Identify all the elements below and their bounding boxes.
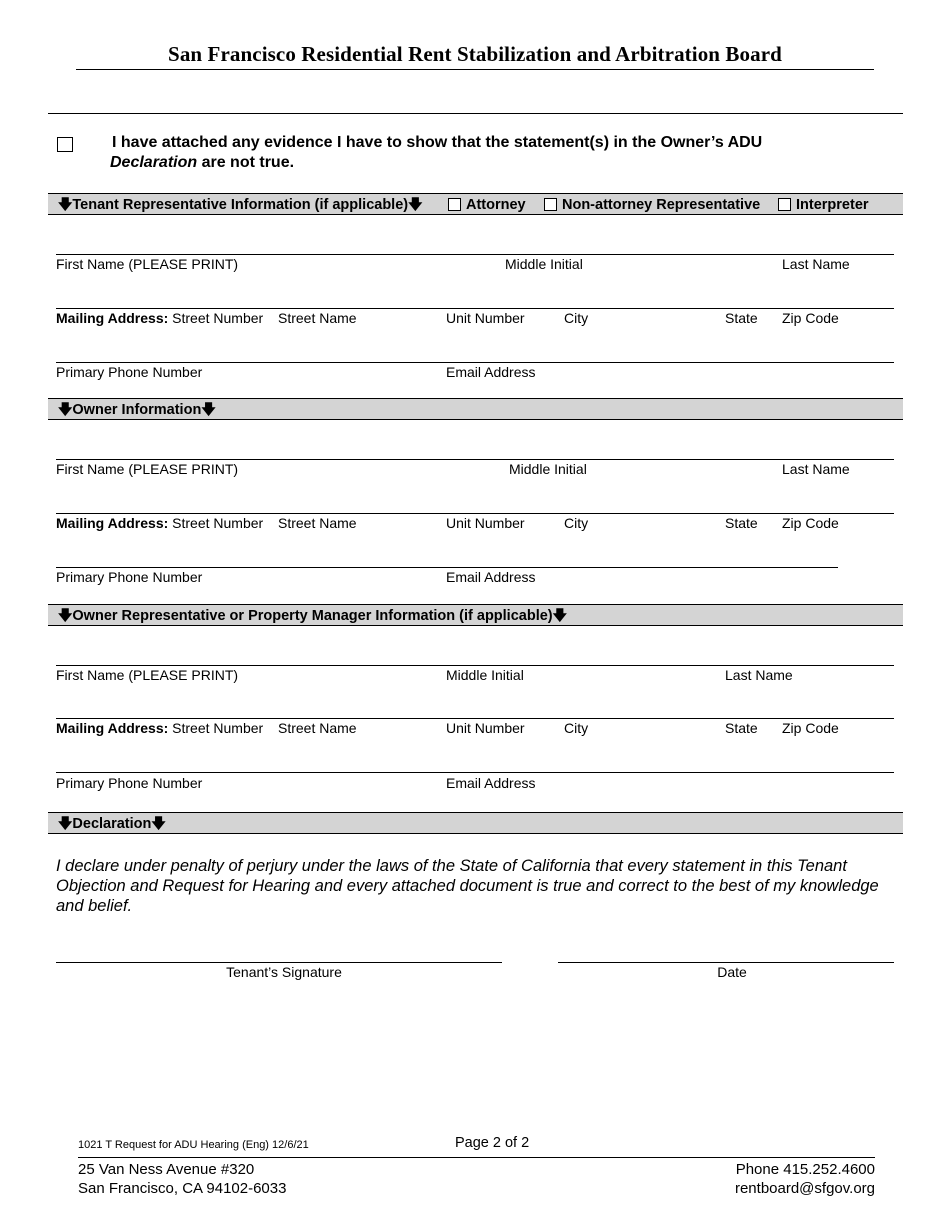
email-label: Email Address	[446, 364, 536, 380]
street-name-label: Street Name	[278, 515, 357, 531]
down-arrow-icon: 🡇	[151, 815, 166, 831]
address-line-2: San Francisco, CA 94102-6033	[78, 1180, 287, 1197]
declaration-emphasis: Declaration	[110, 154, 198, 171]
street-number-text: Street Number	[172, 310, 264, 326]
email-label: Email Address	[446, 775, 536, 791]
signature-label: Tenant’s Signature	[226, 964, 342, 980]
owner-rep-address-line[interactable]	[56, 718, 894, 719]
middle-initial-label: Middle Initial	[505, 256, 583, 272]
unit-number-label: Unit Number	[446, 310, 525, 326]
owner-rep-section-title	[58, 607, 567, 624]
interpreter-label: Interpreter	[796, 197, 869, 213]
non-attorney-checkbox[interactable]	[544, 198, 557, 211]
down-arrow-icon: 🡇	[552, 607, 568, 623]
down-arrow-icon: 🡇	[408, 196, 423, 212]
middle-initial-label: Middle Initial	[446, 667, 524, 683]
footer-email[interactable]: rentboard@sfgov.org	[734, 1180, 875, 1197]
phone-label: Primary Phone Number	[56, 569, 203, 585]
owner-section-bar	[48, 398, 903, 420]
page-title: San Francisco Residential Rent Stabilization and Arbitration Board	[168, 42, 782, 66]
tenant-rep-contact-line[interactable]	[56, 362, 894, 363]
zip-code-label: Zip Code	[782, 515, 839, 531]
date-line[interactable]	[558, 962, 894, 963]
interpreter-checkbox[interactable]	[778, 198, 791, 211]
footer-phone: Phone 415.252.4600	[735, 1161, 875, 1178]
evidence-line-2-rest: are not true.	[197, 154, 295, 171]
down-arrow-icon: 🡇	[58, 196, 73, 212]
owner-rep-title-text: Owner Representative or Property Manager Information (if applicable)	[72, 608, 553, 624]
email-label: Email Address	[446, 569, 536, 585]
first-name-label: First Name (PLEASE PRINT)	[56, 461, 239, 477]
declaration-statement: I declare under penalty of perjury under the laws of the State of California that every statement in this Tenant Objection and Request for Hearing and every attached document is true and correct to the best of my knowledge and belief.	[56, 857, 879, 915]
evidence-line-2	[110, 153, 900, 173]
state-label: State	[725, 515, 758, 531]
first-name-label: First Name (PLEASE PRINT)	[56, 256, 239, 272]
middle-initial-label: Middle Initial	[509, 461, 587, 477]
state-label: State	[725, 720, 758, 736]
street-number-text: Street Number	[172, 720, 264, 736]
tenant-rep-title-text: Tenant Representative Information (if applicable)	[72, 197, 409, 213]
last-name-label: Last Name	[725, 667, 793, 683]
down-arrow-icon: 🡇	[201, 401, 216, 417]
state-label: State	[725, 310, 758, 326]
mailing-address-bold: Mailing Address:	[56, 310, 169, 326]
street-number-label	[56, 515, 263, 531]
street-number-label	[56, 720, 263, 736]
evidence-line-1: I have attached any evidence I have to show that the statement(s) in the Owner’s ADU	[112, 134, 763, 151]
tenant-rep-section-title	[58, 196, 423, 213]
owner-rep-section-bar	[48, 604, 903, 626]
owner-contact-line[interactable]	[56, 567, 838, 568]
street-name-label: Street Name	[278, 310, 357, 326]
owner-title-text: Owner Information	[72, 402, 202, 418]
declaration-section-title	[58, 815, 166, 832]
city-label: City	[564, 720, 589, 736]
last-name-label: Last Name	[782, 256, 850, 272]
unit-number-label: Unit Number	[446, 720, 525, 736]
page-number: Page 2 of 2	[455, 1135, 530, 1151]
city-label: City	[564, 515, 589, 531]
form-id: 1021 T Request for ADU Hearing (Eng) 12/6/21	[78, 1139, 309, 1151]
down-arrow-icon: 🡇	[58, 607, 73, 623]
owner-name-line[interactable]	[56, 459, 894, 460]
footer-contact	[735, 1160, 875, 1198]
option-interpreter[interactable]	[778, 196, 869, 213]
address-line-1: 25 Van Ness Avenue #320	[78, 1161, 255, 1178]
street-number-text: Street Number	[172, 515, 264, 531]
phone-label: Primary Phone Number	[56, 775, 203, 791]
footer-rule	[78, 1157, 875, 1158]
non-attorney-label: Non-attorney Representative	[562, 197, 761, 213]
header-rule	[76, 69, 874, 70]
signature-line[interactable]	[56, 962, 502, 963]
footer-address	[78, 1160, 286, 1198]
attorney-checkbox[interactable]	[448, 198, 461, 211]
owner-address-line[interactable]	[56, 513, 894, 514]
attorney-label: Attorney	[466, 197, 526, 213]
street-name-label: Street Name	[278, 720, 357, 736]
tenant-rep-section-bar	[48, 193, 903, 215]
mailing-address-bold: Mailing Address:	[56, 720, 169, 736]
evidence-checkbox[interactable]	[57, 137, 73, 152]
option-non-attorney[interactable]	[544, 196, 760, 213]
date-label: Date	[717, 964, 747, 980]
phone-label: Primary Phone Number	[56, 364, 203, 380]
city-label: City	[564, 310, 589, 326]
zip-code-label: Zip Code	[782, 310, 839, 326]
mailing-address-bold: Mailing Address:	[56, 515, 169, 531]
unit-number-label: Unit Number	[446, 515, 525, 531]
declaration-title-text: Declaration	[72, 816, 152, 832]
owner-rep-name-line[interactable]	[56, 665, 894, 666]
down-arrow-icon: 🡇	[58, 815, 73, 831]
evidence-statement	[110, 133, 900, 173]
first-name-label: First Name (PLEASE PRINT)	[56, 667, 239, 683]
down-arrow-icon: 🡇	[58, 401, 73, 417]
tenant-rep-name-line[interactable]	[56, 254, 894, 255]
section-divider	[48, 113, 903, 114]
owner-rep-contact-line[interactable]	[56, 772, 894, 773]
owner-section-title	[58, 401, 216, 418]
last-name-label: Last Name	[782, 461, 850, 477]
option-attorney[interactable]	[448, 196, 526, 213]
zip-code-label: Zip Code	[782, 720, 839, 736]
street-number-label	[56, 310, 263, 326]
declaration-section-bar	[48, 812, 903, 834]
tenant-rep-address-line[interactable]	[56, 308, 894, 309]
